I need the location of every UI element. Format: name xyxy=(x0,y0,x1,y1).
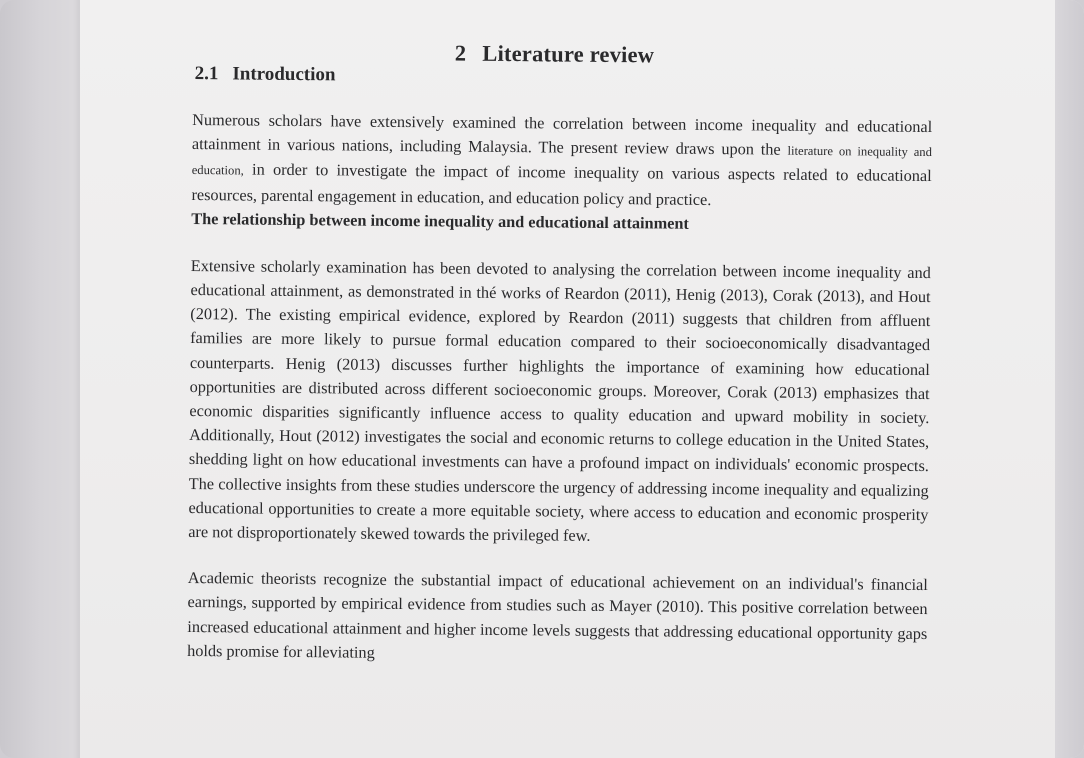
intro-paragraph-part2: in order to investigate the impact of income inequality on various aspects related to educational resources, parental engagement in education, and education policy and practice. xyxy=(191,159,932,209)
subheading: The relationship between income inequality and educational attainment xyxy=(191,208,690,233)
paragraph-2: Extensive scholarly examination has been devoted to analysing the correlation between income inequality and educational attainment, as demonstrated in thé works of Reardon (2011), Henig (2013), Corak (2013), and Hout (2012). The existing empirical evidence, explored by Reardon (2011) suggests that children from affluent families are more likely to pursue formal education compared to their socioeconomically disadvantaged counterparts. Henig (2013) discusses further highlights the importance of examining how educational opportunities are distributed across different socioeconomic groups. Moreover, Corak (2013) emphasizes that economic disparities significantly influence access to quality education and upward mobility in society. Additionally, Hout (2012) investigates the social and economic returns to college education in the United States, shedding light on how educational investments can have a profound impact on individuals' economic prospects. The collective insights from these studies underscore the urgency of addressing income inequality and equalizing educational opportunities to create a more equitable society, where access to education and economic prosperity are not disproportionately skewed towards the privileged few. xyxy=(188,255,931,545)
paragraph-3: Academic theorists recognize the substantial impact of educational achievement on an individual's financial earnings, supported by empirical evidence from studies such as Mayer (2010). This positive correlation between increased educational attainment and higher income levels suggests that addressing educational opportunity gaps holds promise for alleviating xyxy=(187,568,928,662)
chapter-title-text: Literature review xyxy=(482,40,655,68)
chapter-title xyxy=(455,41,655,69)
intro-paragraph xyxy=(191,108,932,214)
background-edge xyxy=(1055,0,1084,758)
chapter-number: 2 xyxy=(454,40,467,66)
section-title xyxy=(195,63,336,86)
section-title-text: Introduction xyxy=(232,63,336,86)
document-body xyxy=(187,108,932,670)
section-number: 2.1 xyxy=(194,63,219,85)
intro-paragraph-small-text: literature on inequality and education, xyxy=(191,143,932,178)
intro-paragraph-part1: Numerous scholars have extensively examined the correlation between income inequality and educational attainment in various nations, including Malaysia. The present review draws upon the xyxy=(191,109,933,159)
